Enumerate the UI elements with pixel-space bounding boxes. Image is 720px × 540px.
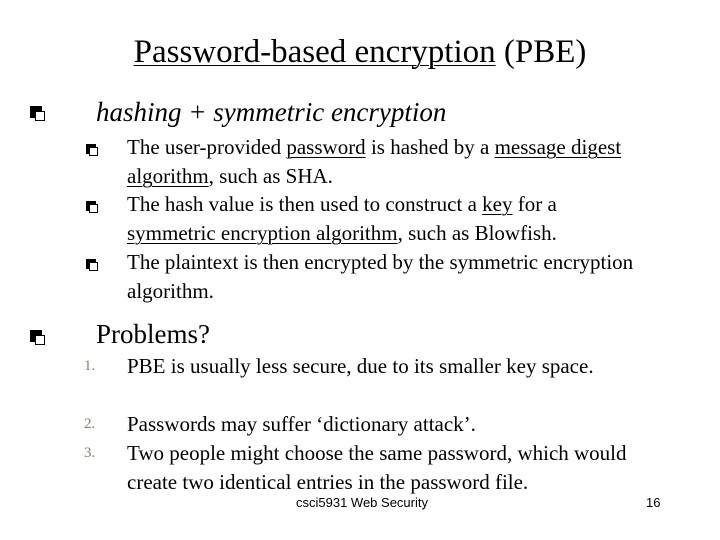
item-text: for a [512, 192, 557, 216]
square-bullet-icon [86, 144, 96, 154]
footer-course: csci5931 Web Security [296, 495, 428, 510]
square-bullet-icon [86, 201, 96, 211]
square-bullet-icon [86, 259, 96, 269]
item-text: , such as SHA. [208, 164, 333, 188]
item-text: The plaintext is then encrypted by the symmetric encryption algorithm. [127, 250, 634, 303]
section2-heading: Problems? [96, 319, 210, 349]
list-number-2: 2. [84, 416, 96, 432]
underlined-term: message digest algorithm [127, 135, 622, 188]
section2-item-2: Passwords may suffer ‘dictionary attack’. [127, 412, 476, 436]
section1-item-2 [127, 190, 647, 248]
title-rest: (PBE) [495, 34, 587, 70]
item-text: The hash value is then used to construct a [127, 192, 483, 216]
section1-item-3 [127, 248, 647, 306]
section2-item-3: Two people might choose the same password, which would create two identical entries in the password file. [127, 441, 627, 494]
item-text: , such as Blowfish. [397, 221, 557, 245]
underlined-term: symmetric encryption algorithm [127, 221, 398, 245]
slide-title [0, 30, 720, 74]
section1-item-1 [127, 133, 647, 191]
section2-item-1: PBE is usually less secure, due to its smaller key space. [127, 354, 594, 378]
square-bullet-icon [30, 106, 42, 118]
list-number-1: 1. [84, 358, 96, 374]
underlined-term: key [482, 192, 513, 216]
list-number-3: 3. [84, 445, 96, 461]
page-number: 16 [646, 495, 661, 510]
section1-heading: hashing + symmetric encryption [96, 97, 447, 127]
item-text: is hashed by a [365, 135, 495, 159]
underlined-term: password [286, 135, 366, 159]
square-bullet-icon [30, 330, 42, 342]
item-text: The user-provided [127, 135, 287, 159]
title-underlined: Password-based encryption [133, 34, 496, 70]
